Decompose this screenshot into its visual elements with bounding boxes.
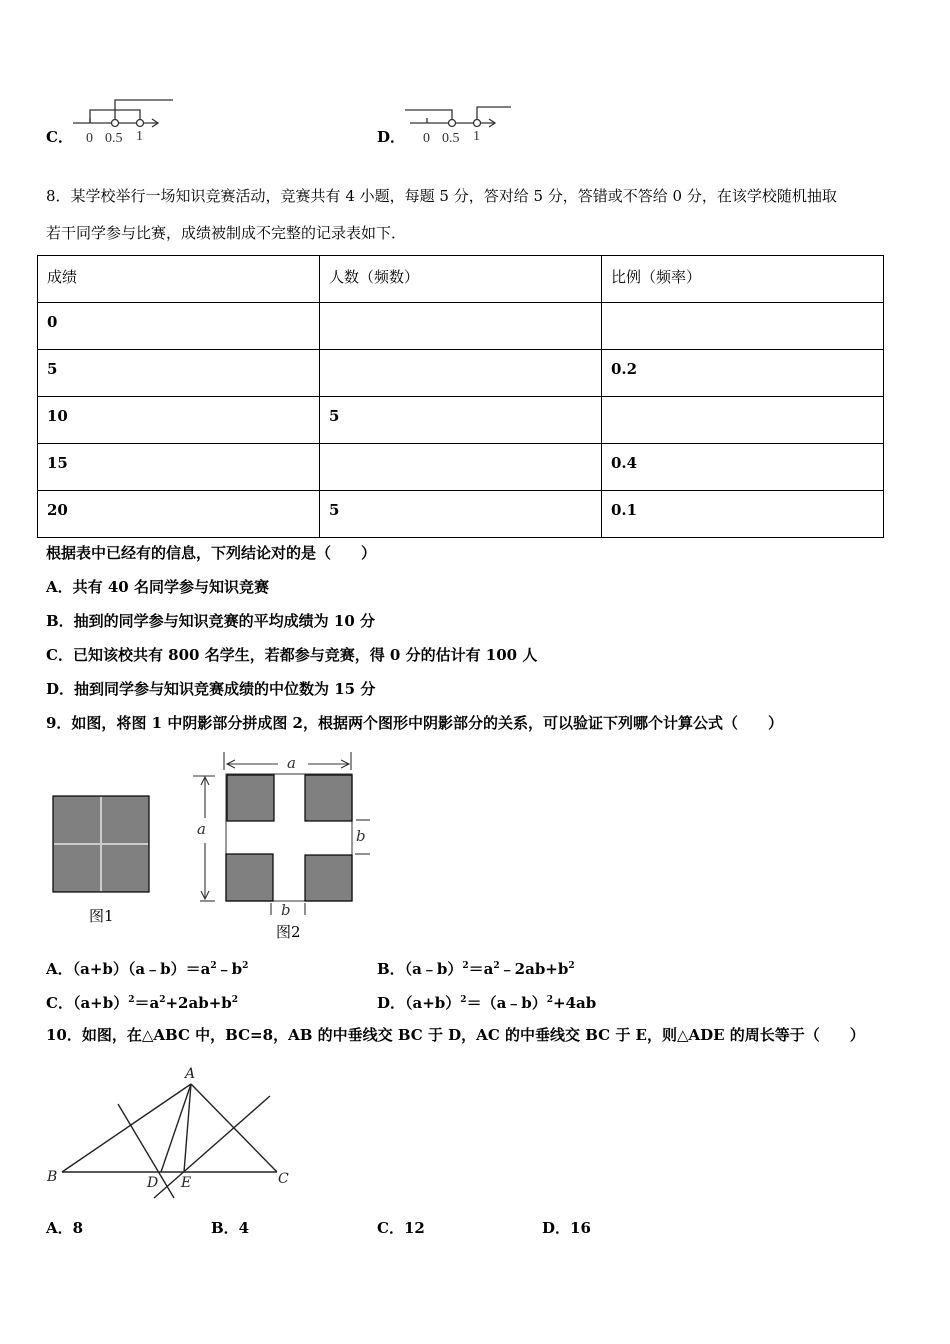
header-cell: 人数（频数） [329,268,420,286]
q8-stem-line2: 若干同学参与比赛，成绩被制成不完整的记录表如下． [46,224,407,242]
table-cell: 0.1 [611,501,638,519]
dimension-b-bottom: b [281,901,291,919]
table-cell: 5 [329,407,340,425]
header-cell: 成绩 [47,268,78,286]
q9-option-a: A．$(a+b)(a﹣b)=a^2﹣b^2$ [46,960,249,978]
tick-label: 0 [86,131,93,146]
q9-option-b: B．$(a﹣b)^2=a^2﹣2ab+b^2$ [377,960,575,978]
table-cell: 0.2 [611,360,638,378]
table-cell: 0.4 [611,454,638,472]
figure-1-label: 图1 [89,907,114,925]
table-cell: 5 [47,360,58,378]
header-cell: 比例（频率） [611,268,702,286]
dimension-a-top: a [287,754,296,772]
q8-option-a: A．共有 40 名同学参与知识竞赛 [46,578,269,596]
figure-2-label: 图2 [276,923,301,941]
q10-option-c: C．12 [377,1219,425,1237]
table-cell: 20 [47,501,68,519]
q8-option-b: B．抽到的同学参与知识竞赛的平均成绩为 10 分 [46,612,375,630]
tick-label: 0 [423,131,430,146]
point-d-label: D [147,1175,159,1191]
table-cell: 5 [329,501,340,519]
tick-label: 0.5 [442,131,460,146]
tick-label: 1 [473,129,480,144]
point-a-label: A [185,1066,196,1082]
q8-option-d: D．抽到同学参与知识竞赛成绩的中位数为 15 分 [46,680,376,698]
q10-option-d: D．16 [542,1219,591,1237]
q8-option-c: C．已知该校共有 800 名学生，若都参与竞赛，得 0 分的估计有 100 人 [46,646,538,664]
q7-option-d-label: D． [377,128,406,146]
q9-option-c: C．$(a+b)^2=a^2+2ab+b^2$ [46,994,239,1012]
point-e-label: E [181,1175,192,1191]
table-cell [611,397,883,407]
table-cell: 10 [47,407,68,425]
q10-triangle-figure [0,0,300,1200]
tick-label: 1 [136,129,143,144]
q10-option-b: B．4 [211,1219,250,1237]
q9-stem: 9．如图，将图 1 中阴影部分拼成图 2，根据两个图形中阴影部分的关系，可以验证下列哪个计算公式（ ） [46,714,783,732]
q8-prompt: 根据表中已经有的信息，下列结论对的是（ ） [46,544,377,562]
q8-stem-line1: 8．某学校举行一场知识竞赛活动，竞赛共有 4 小题，每题 5 分，答对给 5 分，答错或不答给 0 分，在该学校随机抽取 [46,187,837,205]
q10-option-a: A．8 [46,1219,84,1237]
dimension-a-left: a [197,820,206,838]
tick-label: 0.5 [105,131,123,146]
q10-stem: 10．如图，在△ABC 中，BC=8，AB 的中垂线交 BC 于 D，AC 的中垂线交 BC 于 E，则△ADE 的周长等于（ ） [46,1026,865,1044]
point-b-label: B [47,1169,58,1185]
dimension-b-right: b [356,827,366,845]
table-cell [611,303,883,313]
q7-option-c-label: C． [46,128,73,146]
q9-option-d: D．$(a+b)^2=(a﹣b)^2+4ab$ [377,994,597,1012]
point-c-label: C [278,1171,289,1187]
table-cell: 15 [47,454,68,472]
table-cell: 0 [47,313,58,331]
